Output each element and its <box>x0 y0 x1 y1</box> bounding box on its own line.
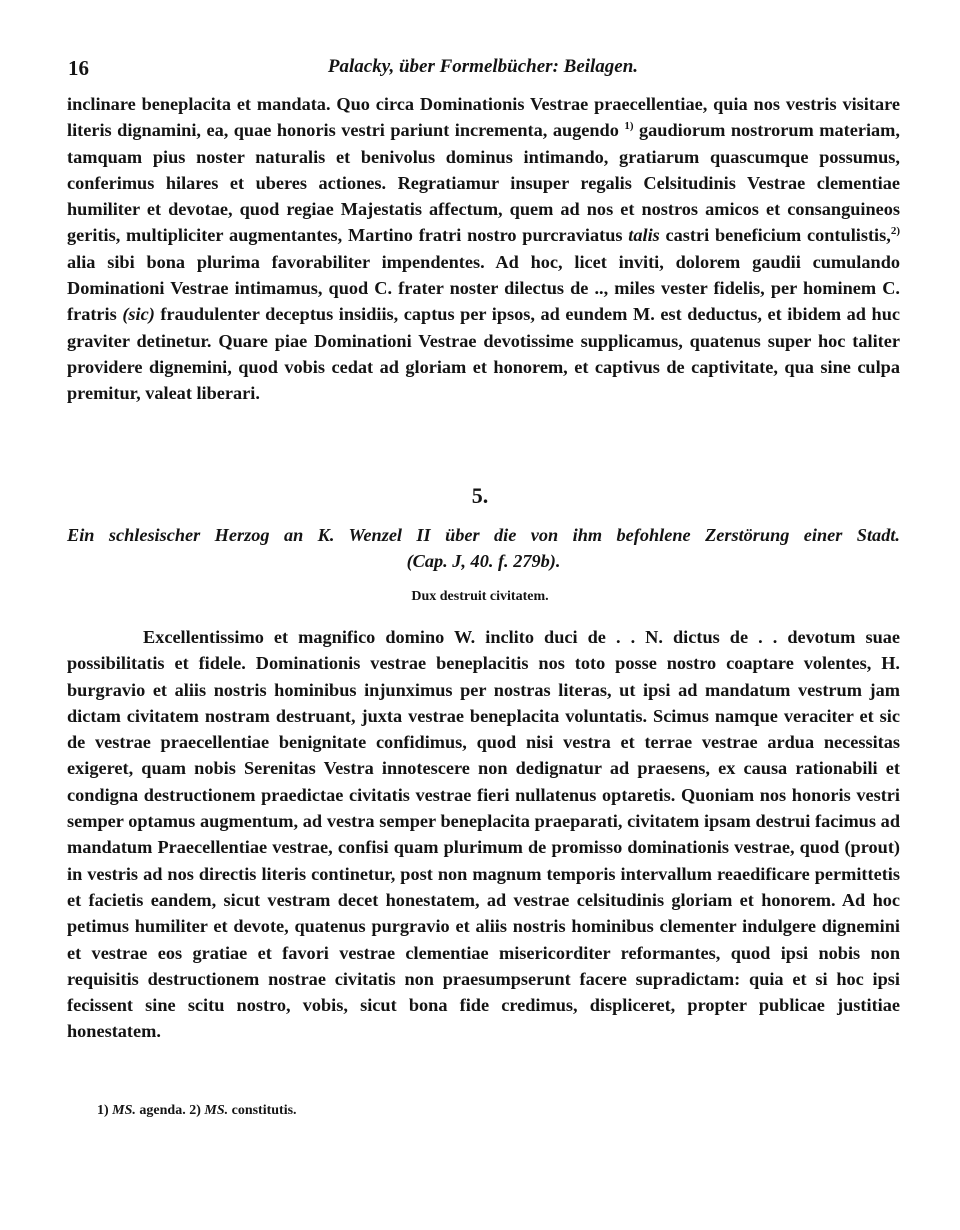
footnote-number: 2) <box>189 1103 201 1118</box>
letter-4-continuation <box>67 91 900 407</box>
footnote-ms: MS. <box>204 1103 229 1118</box>
running-title: Palacky, über Formelbücher: Beilagen. <box>327 56 639 77</box>
section-heading-line-1: Ein schlesischer Herzog an K. Wenzel II über die von ihm befohlene Zerstörung einer Stadt. <box>67 525 900 545</box>
section-heading-line-2: (Cap. J, 40. f. 279b). <box>406 551 561 571</box>
section-number: 5. <box>471 483 489 508</box>
footnotes <box>97 1103 297 1119</box>
section-heading <box>67 522 900 574</box>
footnote-number: 1) <box>97 1103 109 1118</box>
body-paragraph: inclinare beneplacita et mandata. Quo circa Dominationis Vestrae praecellentiae, quia nos vestris visitare literis dignamini, ea, quae honoris vestri pariunt incrementa, augendo $^{1)}$ gaudiorum nostrorum materiam, tamquam pius noster naturalis et benivolus dominus intimando, gratiarum quascumque possumus, conferimus hilares et uberes actiones. Regratiamur insuper regalis Celsitudinis Vestrae clementiae humiliter et devotae, quod regiae Majestatis affectum, quem ad nos et nostros amicos et consanguineos geritis, multipliciter augmentantes, Martino fratri nostro purcraviatus talis castri beneficium contulistis,$^{2)}$ alia sibi bona plurima favorabiliter impendentes. Ad hoc, licet inviti, dolorem gaudii cumulando Dominationi Vestrae intimamus, quod C. frater noster dilectus de .., miles vester fidelis, per hominem C. fratris (sic) fraudulenter deceptus insidiis, captus per ipsos, ad eundem M. est deductus, et ibidem ad huc graviter detinetur. Quare piae Dominationi Vestrae devotissime supplicamus, quatenus super hoc taliter providere dignemini, quod vobis cedat ad gloriam et honorem, et captivus de captivitate, qua sine culpa premitur, valeat liberari. <box>67 94 900 404</box>
footnote-marker-1: 1) <box>624 120 634 133</box>
letter-5-body <box>67 624 900 1045</box>
footnote-marker-2: 2) <box>890 225 900 238</box>
section-subtitle: Dux destruit civitatem. <box>411 589 549 604</box>
body-paragraph: Excellentissimo et magnifico domino W. inclito duci de . . N. dictus de . . devotum suae possibilitatis et fidele. Dominationis vestrae beneplacitis nos toto posse nostro coaptare volentes, H. burgravio et aliis nostris hominibus injunximus per nostras literas, ut ipsi ad mandatum vestrum jam dictam civitatem nostram destruant, juxta vestrae beneplacita voluntatis. Scimus namque veraciter et sic de vestrae praecellentiae benignitate confidimus, quod nisi vestra et terrae vestrae ardua necessitas exigeret, quam nobis Serenitas Vestra innotescere non dedignatur ad praesens, ex causa rationabili et condigna destructionem praedictae civitatis vestrae fieri nullatenus optaretis. Quoniam nos honoris vestri semper optamus augmentum, ad vestra semper beneplacita praeparati, civitatem ipsam destrui facimus ad mandatum Praecellentiae vestrae, confisi quam plurimum de promisso dominationis vestrae, quod (prout) in vestris ad nos directis literis continetur, post non magnum temporis intervallum reaedificare permittetis et facietis eandem, sicut vestram decet honestatem, ad vestrae celsitudinis gloriam et honorem. Ad hoc petimus humiliter et devote, quatenus purgravio et aliis nostris hominibus clementer indulgere dignemini et vestrae eos gratiae et favori vestrae clementiae misericorditer reformantes, quod ipsi nobis non requisitis destructionem nostrae civitatis non praesumpserunt facere supradictam: quia et si hoc ipsi fecissent sine scitu nostro, vobis, sicut bona fide credimus, displiceret, propter publicae justitiae honestatem. <box>67 627 900 1042</box>
footnote-text: agenda. <box>139 1103 186 1118</box>
page-header <box>66 56 900 86</box>
footnote-ms: MS. <box>112 1103 136 1118</box>
italic-sic: (sic) <box>122 304 155 325</box>
footnote-text: constitutis. <box>231 1103 297 1118</box>
page-number: 16 <box>68 56 89 80</box>
italic-talis: talis <box>628 225 660 246</box>
